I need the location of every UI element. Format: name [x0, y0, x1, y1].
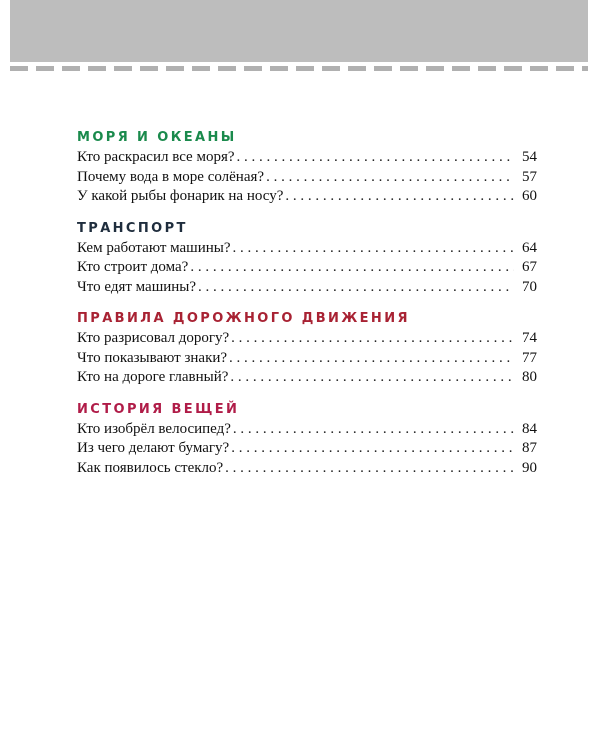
entry-page-number: 64 — [522, 239, 537, 256]
toc-section-traffic-rules — [77, 309, 537, 388]
entry-page-number: 57 — [522, 168, 537, 185]
toc-entry[interactable] — [77, 459, 537, 479]
entry-title: Кто строит дома? — [77, 259, 189, 275]
entry-page-number: 80 — [522, 369, 537, 385]
section-heading: МОРЯ И ОКЕАНЫ — [77, 130, 237, 145]
entry-page-number: 70 — [522, 278, 537, 295]
entry-page-number: 74 — [522, 330, 537, 346]
entry-title: Почему вода в море солёная? — [77, 168, 265, 185]
dot-leader — [225, 459, 514, 479]
entry-title: Кто раскрасил все моря? — [77, 149, 235, 165]
entry-title: Кто на дороге главный? — [77, 369, 229, 385]
dashed-divider — [10, 66, 588, 71]
section-heading: ИСТОРИЯ ВЕЩЕЙ — [77, 401, 240, 417]
dot-leader — [237, 148, 514, 168]
dot-leader — [231, 329, 514, 349]
toc-entry[interactable] — [77, 439, 537, 459]
toc-entry[interactable] — [77, 368, 537, 388]
dot-leader — [231, 439, 514, 459]
toc-entry[interactable] — [77, 148, 537, 168]
entry-title: Что едят машины? — [77, 278, 197, 295]
entry-page-number: 87 — [522, 440, 537, 456]
entry-page-number: 77 — [522, 349, 537, 366]
toc-entry[interactable] — [77, 187, 537, 207]
entry-title: Кем работают машины? — [77, 239, 231, 256]
entry-page-number: 54 — [522, 149, 537, 165]
dot-leader — [233, 420, 514, 440]
section-heading: ТРАНСПОРТ — [77, 220, 188, 236]
toc-entry[interactable] — [77, 420, 537, 440]
dot-leader — [266, 168, 514, 188]
entry-page-number: 84 — [522, 420, 537, 437]
entry-title: Как появилось стекло? — [77, 459, 224, 476]
dot-leader — [285, 187, 514, 207]
toc-entry[interactable] — [77, 239, 537, 259]
dot-leader — [230, 368, 514, 388]
section-heading: ПРАВИЛА ДОРОЖНОГО ДВИЖЕНИЯ — [77, 311, 410, 326]
top-gray-band — [10, 0, 588, 62]
dot-leader — [198, 278, 514, 298]
entry-title: Кто разрисовал дорогу? — [77, 330, 230, 346]
entry-title: Что показывают знаки? — [77, 349, 228, 366]
toc-entry[interactable] — [77, 258, 537, 278]
dot-leader — [229, 349, 514, 369]
toc-section-history — [77, 400, 537, 479]
entry-title: Из чего делают бумагу? — [77, 440, 230, 456]
dot-leader — [233, 239, 514, 259]
toc-entry[interactable] — [77, 168, 537, 188]
toc-entry[interactable] — [77, 329, 537, 349]
dot-leader — [190, 258, 514, 278]
entry-page-number: 90 — [522, 459, 537, 476]
toc-section-transport — [77, 219, 537, 298]
toc-section-seas — [77, 128, 537, 207]
toc-entry[interactable] — [77, 278, 537, 298]
table-of-contents — [77, 128, 537, 490]
entry-title: Кто изобрёл велосипед? — [77, 420, 231, 437]
entry-page-number: 67 — [522, 259, 537, 275]
entry-title: У какой рыбы фонарик на носу? — [77, 188, 284, 204]
toc-entry[interactable] — [77, 349, 537, 369]
entry-page-number: 60 — [522, 188, 537, 204]
